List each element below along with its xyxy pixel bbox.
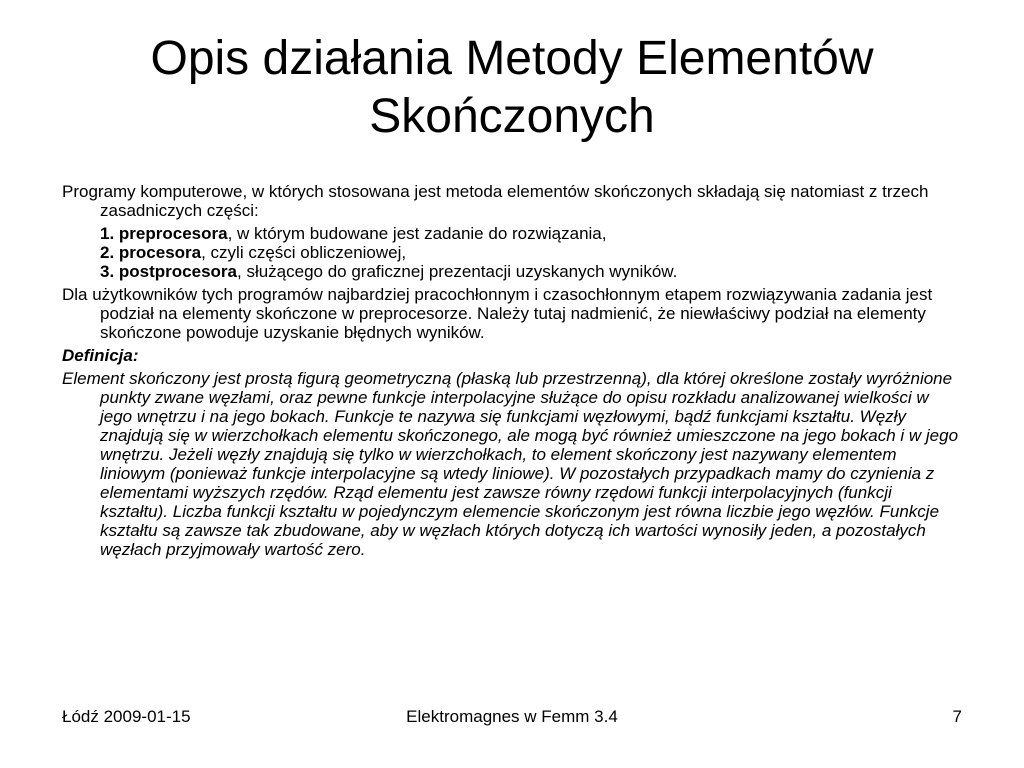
part-name: 1. preprocesora bbox=[100, 224, 228, 243]
parts-list bbox=[62, 224, 962, 281]
slide-content bbox=[62, 182, 962, 563]
list-item bbox=[100, 224, 962, 243]
part-description: , w którym budowane jest zadanie do rozwiązania, bbox=[227, 224, 607, 243]
list-item bbox=[100, 262, 962, 281]
page-number: 7 bbox=[952, 707, 962, 726]
users-paragraph: Dla użytkowników tych programów najbardziej pracochłonnym i czasochłonnym etapem rozwiązywania zadania jest podział na elementy skończone w preprocesorze. Należy tutaj nadmienić, że niewłaściwy podział na elementy skończone powoduje uzyskanie błędnych wyników. bbox=[62, 285, 933, 342]
footer-date: Łódź 2009-01-15 bbox=[62, 707, 191, 726]
definition-heading-text: Definicja: bbox=[62, 346, 139, 365]
part-description: , czyli części obliczeniowej, bbox=[201, 243, 407, 262]
part-description: , służącego do graficznej prezentacji uzyskanych wyników. bbox=[237, 262, 678, 281]
slide-title: Opis działania Metody Elementów Skończonych bbox=[150, 32, 874, 143]
list-item bbox=[100, 243, 962, 262]
definition-paragraph: Element skończony jest prostą figurą geometryczną (płaską lub przestrzenną), dla której określone zostały wyróżnione punkty zwane węzłami, oraz pewne funkcje interpolacyjne służące do opisu rozkładu analizowanej wielkości w jego wnętrzu i na jego bokach. Funkcje te nazywa się funkcjami węzłowymi, bądź funkcjami kształtu. Węzły znajdują się w wierzchołkach elementu skończonego, ale mogą być również umieszczone na jego bokach i w jego wnętrzu. Jeżeli węzły znajdują się tylko w wierzchołkach, to element skończony jest nazywany elementem liniowym (ponieważ funkcje interpolacyjne są wtedy liniowe). W pozostałych przypadkach mamy do czynienia z elementami wyższych rzędów. Rząd elementu jest zawsze równy rzędowi funkcji interpolacyjnych (funkcji kształtu). Liczba funkcji kształtu w pojedynczym elemencie skończonym jest równa liczbie jego węzłów. Funkcje kształtu są zawsze tak zbudowane, aby w węzłach których dotyczą ich wartości wynosiły jeden, a pozostałych węzłach przyjmowały wartość zero. bbox=[62, 369, 959, 559]
definition-heading bbox=[62, 346, 962, 365]
intro-paragraph: Programy komputerowe, w których stosowana jest metoda elementów skończonych składają się natomiast z trzech zasadniczych części: bbox=[62, 182, 929, 220]
part-name: 3. postprocesora bbox=[100, 262, 237, 281]
footer-title: Elektromagnes w Femm 3.4 bbox=[406, 707, 618, 726]
part-name: 2. procesora bbox=[100, 243, 202, 262]
